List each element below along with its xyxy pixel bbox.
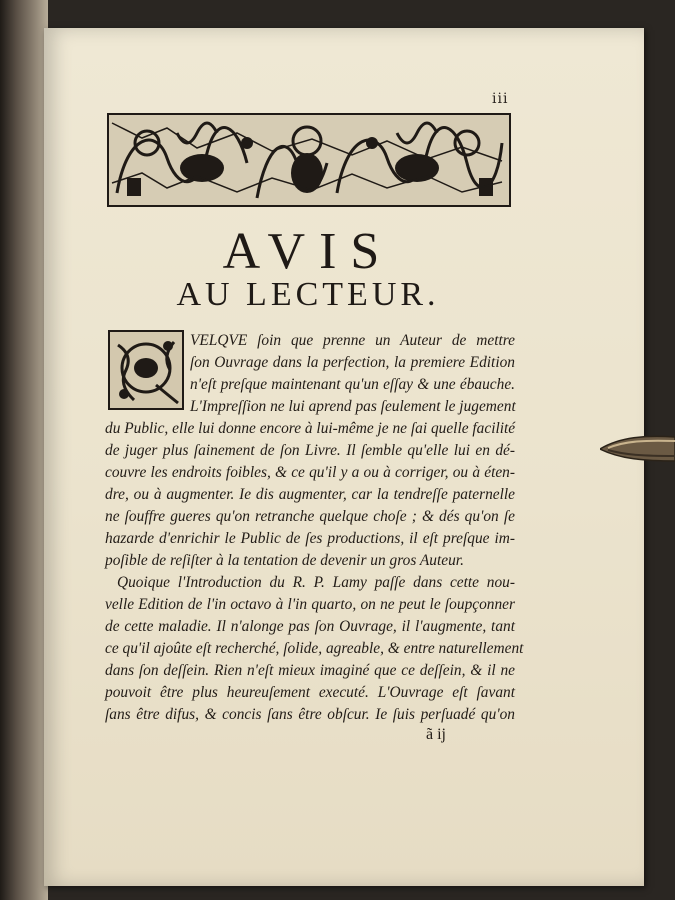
- text-line: ſon Ouvrage dans la perfection, la premiere Edition: [190, 354, 515, 371]
- text-line: Quoique l'Introduction du R. P. Lamy paſſe dans cette nou-: [117, 574, 515, 591]
- text-line: L'Impreſſion ne lui aprend pas ſeulement le jugement: [190, 398, 516, 415]
- text-line: n'eſt preſque maintenant qu'un eſſay & une ébauche.: [190, 376, 515, 393]
- text-line: du Public, elle lui donne encore à lui-même je ne ſai quelle facilité: [105, 420, 516, 437]
- catchword-signature: ã ij: [426, 726, 446, 743]
- text-line: ne ſouffre gueres qu'on retranche quelque choſe ; & dés qu'on ſe: [105, 508, 515, 525]
- text-line: dre, ou à augmenter. Ie dis augmenter, car la tendreſſe paternelle: [105, 486, 515, 503]
- brass-letter-opener: [600, 427, 675, 467]
- text-line: de cette maladie. Il n'alonge pas ſon Ouvrage, il l'augmente, tant: [105, 618, 515, 635]
- text-line: de juger plus ſainement de ſon Livre. Il ſemble qu'elle lui en dé-: [105, 442, 515, 459]
- text-line: couvre les endroits foibles, & ce qu'il y a ou à corriger, ou à éten-: [105, 464, 515, 481]
- text-line: pouvoit être plus heureuſement executé. L'Ouvrage eſt ſavant: [105, 684, 515, 701]
- book-spine-edge: [0, 0, 48, 900]
- decorated-initial-q: [108, 330, 184, 410]
- text-line: dans ſon deſſein. Rien n'eſt mieux imaginé que ce deſſein, & il ne: [105, 662, 515, 679]
- page-number: iii: [492, 91, 509, 107]
- text-line: ce qu'il ajoûte eſt recherché, ſolide, agreable, & entre naturellement: [105, 640, 524, 657]
- heading-avis: AVIS: [222, 223, 394, 280]
- text-line: hazarde d'enrichir le Public de ſes productions, il eſt preſque im-: [105, 530, 515, 547]
- text-line: poſible de reſiſter à la tentation de devenir un gros Auteur.: [105, 552, 464, 569]
- woodcut-headpiece-ornament: [107, 113, 511, 207]
- text-line: ſans être difus, & concis ſans être obſcur. Ie ſuis perſuadé qu'on: [105, 706, 515, 723]
- text-line: VELQVE ſoin que prenne un Auteur de mettre: [190, 332, 515, 349]
- text-line: velle Edition de l'in octavo à l'in quarto, on ne peut le ſoupçonner: [105, 596, 515, 613]
- heading-au-lecteur: AU LECTEUR.: [176, 276, 440, 313]
